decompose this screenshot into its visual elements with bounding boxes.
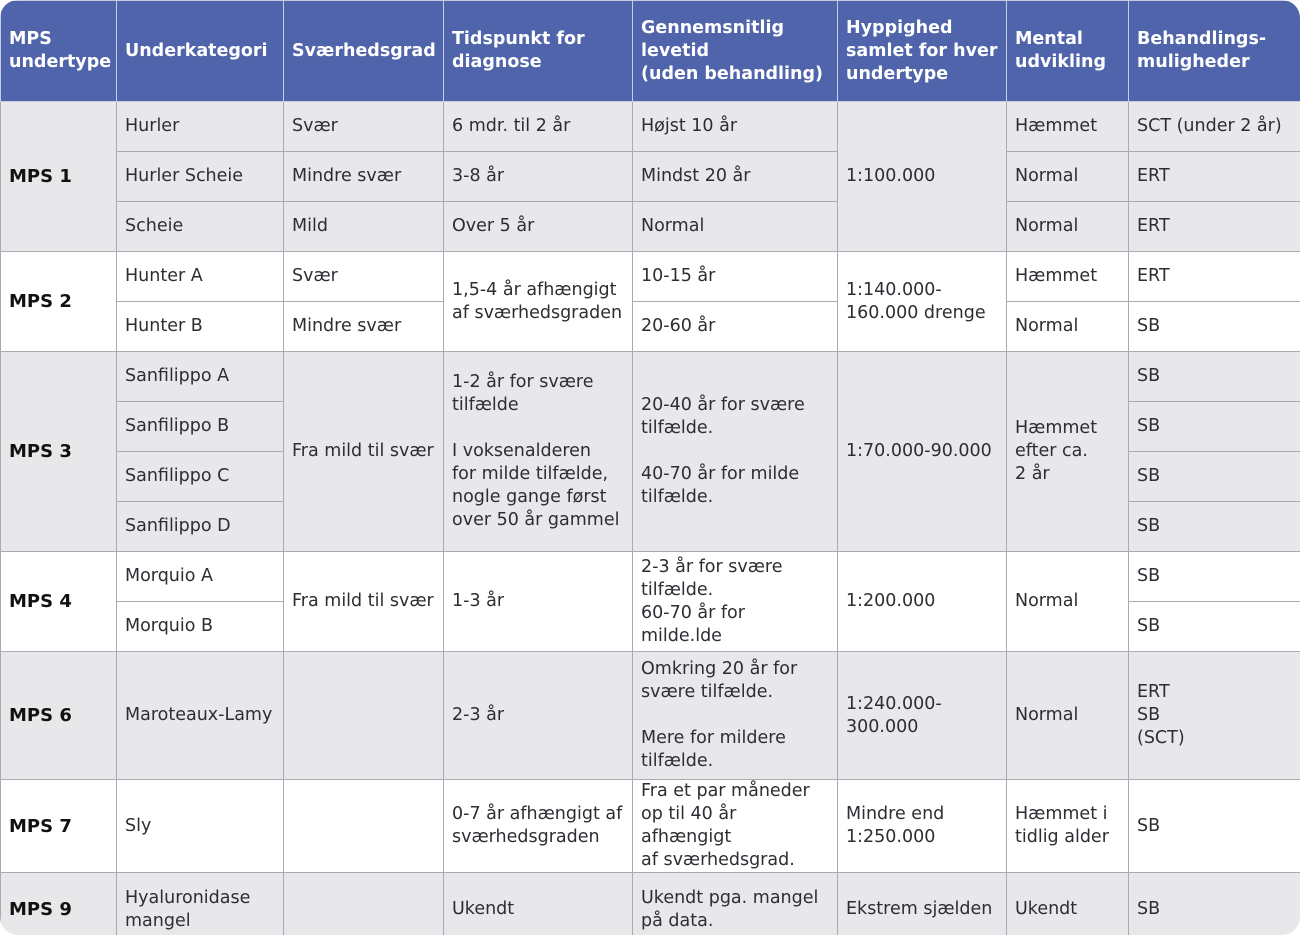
- severity-cell: Mild: [284, 202, 444, 252]
- header-subcategory: Underkategori: [117, 1, 284, 102]
- diagnosis-cell: Ukendt: [444, 873, 633, 935]
- mps2-type: MPS 2: [1, 252, 117, 352]
- subcategory-cell: Maroteaux-Lamy: [117, 652, 284, 780]
- mental-cell: Normal: [1007, 552, 1129, 652]
- subcategory-cell: Scheie: [117, 202, 284, 252]
- lifespan-cell: Fra et par måneder op til 40 år afhængigt af sværhedsgrad.: [633, 780, 838, 873]
- subcategory-cell: Sanfilippo B: [117, 402, 284, 452]
- severity-cell: [284, 652, 444, 780]
- mental-cell: Hæmmet: [1007, 252, 1129, 302]
- diagnosis-cell: 1-3 år: [444, 552, 633, 652]
- subcategory-cell: Sanfilippo D: [117, 502, 284, 552]
- severity-cell: Mindre svær: [284, 302, 444, 352]
- lifespan-cell: 20-40 år for svære tilfælde. 40-70 år for milde tilfælde.: [633, 352, 838, 552]
- mental-cell: Normal: [1007, 202, 1129, 252]
- frequency-cell: 1:240.000- 300.000: [838, 652, 1007, 780]
- header-diagnosis-time: Tidspunkt for diagnose: [444, 1, 633, 102]
- treatment-cell: SB: [1129, 502, 1300, 552]
- header-row: [1, 1, 1300, 102]
- header-mental: Mental udvikling: [1007, 1, 1129, 102]
- diagnosis-cell: 1-2 år for svære tilfælde I voksenalderen for milde tilfælde, nogle gange først over 50 år gammel: [444, 352, 633, 552]
- treatment-cell: SB: [1129, 352, 1300, 402]
- diagnosis-cell: 2-3 år: [444, 652, 633, 780]
- table-row: [1, 152, 1300, 202]
- frequency-cell: 1:100.000: [838, 102, 1007, 252]
- treatment-cell: SCT (under 2 år): [1129, 102, 1300, 152]
- diagnosis-cell: 0-7 år afhængigt af sværhedsgraden: [444, 780, 633, 873]
- treatment-cell: ERT: [1129, 252, 1300, 302]
- subcategory-cell: Morquio A: [117, 552, 284, 602]
- diagnosis-cell: 6 mdr. til 2 år: [444, 102, 633, 152]
- treatment-cell: ERT: [1129, 202, 1300, 252]
- lifespan-cell: Omkring 20 år for svære tilfælde. Mere for mildere tilfælde.: [633, 652, 838, 780]
- treatment-cell: SB: [1129, 873, 1300, 935]
- subcategory-cell: Hunter B: [117, 302, 284, 352]
- subcategory-cell: Sanfilippo A: [117, 352, 284, 402]
- diagnosis-cell: Over 5 år: [444, 202, 633, 252]
- frequency-cell: 1:200.000: [838, 552, 1007, 652]
- mps3-type: MPS 3: [1, 352, 117, 552]
- mental-cell: Normal: [1007, 152, 1129, 202]
- treatment-cell: SB: [1129, 402, 1300, 452]
- mental-cell: Normal: [1007, 302, 1129, 352]
- mental-cell: Hæmmet: [1007, 102, 1129, 152]
- subcategory-cell: Hunter A: [117, 252, 284, 302]
- treatment-cell: SB: [1129, 602, 1300, 652]
- mps6-type: MPS 6: [1, 652, 117, 780]
- diagnosis-cell: 1,5-4 år afhængigt af sværhedsgraden: [444, 252, 633, 352]
- treatment-cell: ERT: [1129, 152, 1300, 202]
- lifespan-cell: 10-15 år: [633, 252, 838, 302]
- lifespan-cell: Mindst 20 år: [633, 152, 838, 202]
- frequency-cell: Ekstrem sjælden: [838, 873, 1007, 935]
- mps4-type: MPS 4: [1, 552, 117, 652]
- frequency-cell: 1:140.000- 160.000 drenge: [838, 252, 1007, 352]
- subcategory-cell: Morquio B: [117, 602, 284, 652]
- table-row: [1, 252, 1300, 302]
- mental-cell: Hæmmet efter ca. 2 år: [1007, 352, 1129, 552]
- mental-cell: Normal: [1007, 652, 1129, 780]
- header-severity: Sværhedsgrad: [284, 1, 444, 102]
- table-row: [1, 552, 1300, 602]
- table-row: [1, 652, 1300, 780]
- frequency-cell: 1:70.000-90.000: [838, 352, 1007, 552]
- severity-cell: Mindre svær: [284, 152, 444, 202]
- frequency-cell: Mindre end 1:250.000: [838, 780, 1007, 873]
- subcategory-cell: Sly: [117, 780, 284, 873]
- table-row: [1, 780, 1300, 873]
- treatment-cell: SB: [1129, 452, 1300, 502]
- severity-cell: [284, 873, 444, 935]
- subcategory-cell: Hurler Scheie: [117, 152, 284, 202]
- mental-cell: Hæmmet i tidlig alder: [1007, 780, 1129, 873]
- treatment-cell: SB: [1129, 302, 1300, 352]
- header-mps-type: MPS undertype: [1, 1, 117, 102]
- severity-cell: [284, 780, 444, 873]
- treatment-cell: SB: [1129, 552, 1300, 602]
- severity-cell: Svær: [284, 102, 444, 152]
- table-row: [1, 352, 1300, 402]
- header-frequency: Hyppighed samlet for hver undertype: [838, 1, 1007, 102]
- mental-cell: Ukendt: [1007, 873, 1129, 935]
- diagnosis-cell: 3-8 år: [444, 152, 633, 202]
- lifespan-cell: Ukendt pga. mangel på data.: [633, 873, 838, 935]
- table-row: [1, 302, 1300, 352]
- mps9-type: MPS 9: [1, 873, 117, 935]
- header-treatment: Behandlings- muligheder: [1129, 1, 1300, 102]
- severity-cell: Fra mild til svær: [284, 552, 444, 652]
- lifespan-cell: Højst 10 år: [633, 102, 838, 152]
- severity-cell: Svær: [284, 252, 444, 302]
- subcategory-cell: Hyaluronidase mangel: [117, 873, 284, 935]
- mps1-type: MPS 1: [1, 102, 117, 252]
- subcategory-cell: Hurler: [117, 102, 284, 152]
- lifespan-cell: 20-60 år: [633, 302, 838, 352]
- table-row: [1, 102, 1300, 152]
- mps7-type: MPS 7: [1, 780, 117, 873]
- lifespan-cell: 2-3 år for svære tilfælde. 60-70 år for milde.lde: [633, 552, 838, 652]
- treatment-cell: SB: [1129, 780, 1300, 873]
- treatment-cell: ERT SB (SCT): [1129, 652, 1300, 780]
- header-lifespan: Gennemsnitlig levetid (uden behandling): [633, 1, 838, 102]
- lifespan-cell: Normal: [633, 202, 838, 252]
- table-row: [1, 202, 1300, 252]
- subcategory-cell: Sanfilippo C: [117, 452, 284, 502]
- table-row: [1, 873, 1300, 935]
- severity-cell: Fra mild til svær: [284, 352, 444, 552]
